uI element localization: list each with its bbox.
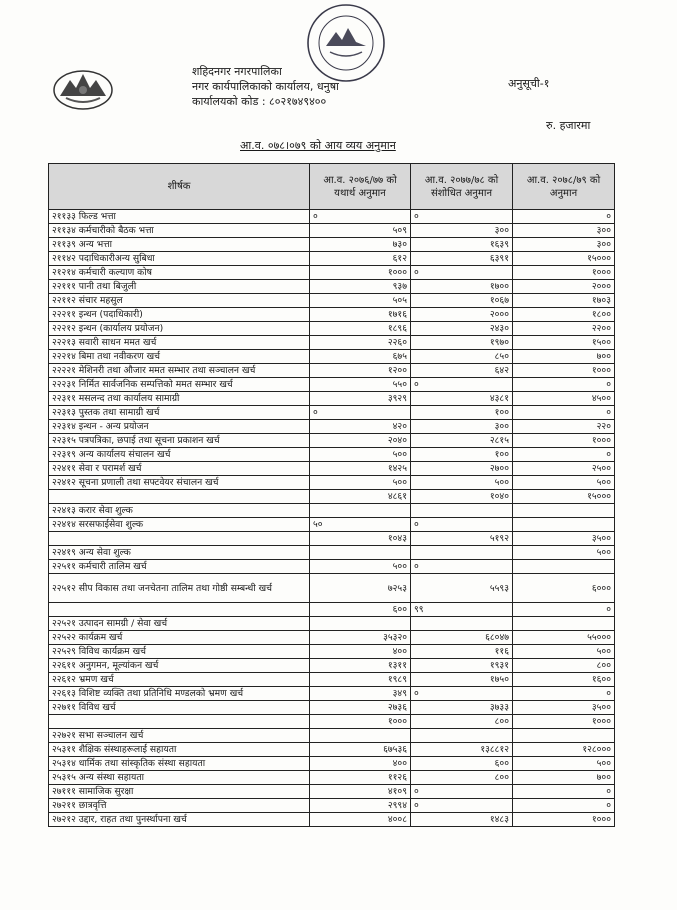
estimate-value: २२० — [513, 420, 615, 434]
header-actual-2076-77: आ.व. २०७६/७७ को यथार्थ अनुमान — [310, 164, 411, 210]
actual-value: ५०५ — [310, 294, 411, 308]
table-row — [49, 743, 615, 757]
row-title: २२६११ अनुगमन, मूल्यांकन खर्च — [49, 659, 310, 673]
revised-value: ० — [411, 518, 513, 532]
row-title: २२४१३ करार सेवा शुल्क — [49, 504, 310, 518]
revised-value: ० — [411, 210, 513, 224]
estimate-value: २००० — [513, 280, 615, 294]
estimate-value: १००० — [513, 364, 615, 378]
table-row — [49, 757, 615, 771]
revised-value: १०० — [411, 448, 513, 462]
table-row — [49, 308, 615, 322]
actual-value: ६०० — [310, 603, 411, 617]
document-title: आ.व. ०७८।०७९ को आय व्यय अनुमान — [240, 139, 396, 152]
revised-value: ५०० — [411, 476, 513, 490]
estimate-value: ० — [513, 785, 615, 799]
estimate-value: १८०० — [513, 308, 615, 322]
estimate-value — [513, 617, 615, 631]
table-row — [49, 322, 615, 336]
actual-value: ७३० — [310, 238, 411, 252]
revised-value: ३०० — [411, 224, 513, 238]
row-title: २२२३१ निर्मित सार्वजनिक सम्पत्तिको ममत सम्भार खर्च — [49, 378, 310, 392]
municipality-name: शहिदनगर नगरपालिका — [192, 65, 282, 78]
table-row — [49, 280, 615, 294]
table-row — [49, 364, 615, 378]
currency-unit: रु. हजारमा — [546, 119, 591, 132]
table-row — [49, 336, 615, 350]
revised-value: १७५० — [411, 673, 513, 687]
estimate-value: ८०० — [513, 659, 615, 673]
row-title: २२४१४ सरसफाईसेवा शुल्क — [49, 518, 310, 532]
actual-value: १००० — [310, 266, 411, 280]
actual-value: ३४९ — [310, 687, 411, 701]
row-title: २५३१५ अन्य संस्था सहायता — [49, 771, 310, 785]
table-row — [49, 448, 615, 462]
estimate-value: १००० — [513, 266, 615, 280]
estimate-value — [513, 504, 615, 518]
row-title: २२२२१ मेशिनरी तथा औजार ममत सम्भार तथा सञ्चालन खर्च — [49, 364, 310, 378]
table-row — [49, 378, 615, 392]
estimate-value: ६००० — [513, 574, 615, 603]
estimate-value — [513, 518, 615, 532]
row-title: २२६१३ विशिष्ट व्यक्ति तथा प्रतिनिधि मण्डलको भ्रमण खर्च — [49, 687, 310, 701]
revised-value: २४३० — [411, 322, 513, 336]
annex-label: अनुसूची-१ — [508, 77, 550, 90]
actual-value: ६१२ — [310, 252, 411, 266]
revised-value — [411, 546, 513, 560]
estimate-value: ५०० — [513, 645, 615, 659]
table-row — [49, 799, 615, 813]
actual-value: १९८९ — [310, 673, 411, 687]
revised-value: ३०० — [411, 420, 513, 434]
office-name: नगर कार्यपालिकाको कार्यालय, धनुषा — [192, 80, 339, 93]
actual-value: ४०० — [310, 757, 411, 771]
table-row — [49, 224, 615, 238]
header-title: शीर्षक — [49, 164, 310, 210]
revised-value — [411, 729, 513, 743]
table-row — [49, 813, 615, 827]
estimate-value: १२८००० — [513, 743, 615, 757]
row-title: २७१११ सामाजिक सुरक्षा — [49, 785, 310, 799]
estimate-value: ० — [513, 210, 615, 224]
estimate-value: १५००० — [513, 490, 615, 504]
estimate-value: ० — [513, 687, 615, 701]
actual-value: ३५३२० — [310, 631, 411, 645]
revised-value: १६३९ — [411, 238, 513, 252]
table-row — [49, 406, 615, 420]
row-title: २११४२ पदाधिकारीअन्य सुबिधा — [49, 252, 310, 266]
table-row — [49, 518, 615, 532]
table-row — [49, 546, 615, 560]
actual-value: ५०० — [310, 560, 411, 574]
table-row — [49, 631, 615, 645]
row-title: २२२१२ इन्धन (कार्यालय प्रयोजन) — [49, 322, 310, 336]
row-title: २२५१२ सीप विकास तथा जनचेतना तालिम तथा गोष्ठी सम्बन्धी खर्च — [49, 574, 310, 603]
revised-value: ८०० — [411, 715, 513, 729]
actual-value: २०४० — [310, 434, 411, 448]
actual-value: ० — [310, 406, 411, 420]
row-title: २७२१२ उद्दार, राहत तथा पुनर्स्थापना खर्च — [49, 813, 310, 827]
office-header — [192, 64, 492, 109]
actual-value: १००० — [310, 715, 411, 729]
table-row — [49, 659, 615, 673]
actual-value: ० — [310, 210, 411, 224]
table-row — [49, 350, 615, 364]
table-row — [49, 266, 615, 280]
row-title: २२५२१ उत्पादन सामग्री / सेवा खर्च — [49, 617, 310, 631]
revised-value: १०० — [411, 406, 513, 420]
table-row — [49, 476, 615, 490]
row-title: २२५२९ विविध कार्यक्रम खर्च — [49, 645, 310, 659]
estimate-value: ३५०० — [513, 532, 615, 546]
revised-value: ५१९२ — [411, 532, 513, 546]
revised-value: ४३८१ — [411, 392, 513, 406]
table-row — [49, 574, 615, 603]
budget-table-body — [49, 210, 615, 827]
row-title: २२२११ इन्धन (पदाधिकारी) — [49, 308, 310, 322]
table-header-row — [49, 164, 615, 210]
revised-value: ६३९१ — [411, 252, 513, 266]
revised-value: ५५९३ — [411, 574, 513, 603]
table-row — [49, 392, 615, 406]
row-title: २२४११ सेवा र परामर्श खर्च — [49, 462, 310, 476]
estimate-value: १५००० — [513, 252, 615, 266]
revised-value: २७०० — [411, 462, 513, 476]
table-row — [49, 490, 615, 504]
actual-value: ३९२९ — [310, 392, 411, 406]
table-row — [49, 673, 615, 687]
revised-value: १०४० — [411, 490, 513, 504]
row-title: २२३१४ इन्धन - अन्य प्रयोजन — [49, 420, 310, 434]
revised-value: ० — [411, 799, 513, 813]
revised-value: १३८८१२ — [411, 743, 513, 757]
revised-value: २००० — [411, 308, 513, 322]
actual-value: ४२० — [310, 420, 411, 434]
revised-value: ३७३३ — [411, 701, 513, 715]
row-title: २२११२ संचार महसुल — [49, 294, 310, 308]
table-row — [49, 701, 615, 715]
table-row — [49, 532, 615, 546]
revised-value: ० — [411, 378, 513, 392]
estimate-value: ५०० — [513, 757, 615, 771]
actual-value — [310, 546, 411, 560]
row-title: २२१११ पानी तथा बिजुली — [49, 280, 310, 294]
header-revised-2077-78: आ.व. २०७७/७८ को संशोधित अनुमान — [411, 164, 513, 210]
row-title — [49, 603, 310, 617]
table-row — [49, 715, 615, 729]
actual-value: १०४३ — [310, 532, 411, 546]
estimate-value: ३०० — [513, 224, 615, 238]
estimate-value: ३५०० — [513, 701, 615, 715]
row-title: २२३११ मसलन्द तथा कार्यालय सामाग्री — [49, 392, 310, 406]
revised-value: ८५० — [411, 350, 513, 364]
actual-value: १४२५ — [310, 462, 411, 476]
row-title: २२६१२ भ्रमण खर्च — [49, 673, 310, 687]
table-row — [49, 504, 615, 518]
table-row — [49, 420, 615, 434]
actual-value — [310, 617, 411, 631]
row-title: २२३१५ पत्रपत्रिका, छपाई तथा सूचना प्रकाशन खर्च — [49, 434, 310, 448]
row-title: २२४१२ सूचना प्रणाली तथा सफ्टवेयर संचालन खर्च — [49, 476, 310, 490]
row-title: २५३१४ धार्मिक तथा सांस्कृतिक संस्था सहायता — [49, 757, 310, 771]
row-title — [49, 715, 310, 729]
estimate-value: ० — [513, 799, 615, 813]
revised-value: ० — [411, 560, 513, 574]
estimate-value: ० — [513, 378, 615, 392]
table-row — [49, 462, 615, 476]
estimate-value: ० — [513, 448, 615, 462]
estimate-value: ५५००० — [513, 631, 615, 645]
estimate-value — [513, 560, 615, 574]
actual-value: २७३६ — [310, 701, 411, 715]
estimate-value: ४५०० — [513, 392, 615, 406]
budget-table — [48, 163, 615, 827]
row-title: २२४१९ अन्य सेवा शुल्क — [49, 546, 310, 560]
revised-value: ६०० — [411, 757, 513, 771]
row-title: २११३३ फिल्ड भत्ता — [49, 210, 310, 224]
revised-value: १९३१ — [411, 659, 513, 673]
actual-value: ४८६१ — [310, 490, 411, 504]
estimate-value: ० — [513, 406, 615, 420]
row-title: २२७११ विविध खर्च — [49, 701, 310, 715]
actual-value: १८९६ — [310, 322, 411, 336]
table-row — [49, 434, 615, 448]
actual-value: ५५० — [310, 378, 411, 392]
revised-value: ६४२ — [411, 364, 513, 378]
row-title: २२५११ कर्मचारी तालिम खर्च — [49, 560, 310, 574]
actual-value: ५० — [310, 518, 411, 532]
table-row — [49, 729, 615, 743]
revised-value: १९७० — [411, 336, 513, 350]
table-row — [49, 645, 615, 659]
actual-value: ५०० — [310, 476, 411, 490]
row-title — [49, 490, 310, 504]
actual-value: २२६० — [310, 336, 411, 350]
estimate-value — [513, 729, 615, 743]
actual-value — [310, 729, 411, 743]
revised-value: १०६७ — [411, 294, 513, 308]
revised-value: ० — [411, 785, 513, 799]
revised-value: १७०० — [411, 280, 513, 294]
row-title: २११३९ अन्य भत्ता — [49, 238, 310, 252]
row-title — [49, 532, 310, 546]
revised-value: २८१५ — [411, 434, 513, 448]
table-row — [49, 252, 615, 266]
table-row — [49, 785, 615, 799]
revised-value: ६८०४७ — [411, 631, 513, 645]
estimate-value: १००० — [513, 813, 615, 827]
office-code: कार्यालयको कोड : ८०२१७४९४०० — [192, 95, 327, 108]
estimate-value: १७०३ — [513, 294, 615, 308]
revised-value — [411, 504, 513, 518]
table-row — [49, 771, 615, 785]
actual-value: २९९४ — [310, 799, 411, 813]
estimate-value: ३०० — [513, 238, 615, 252]
revised-value: ० — [411, 687, 513, 701]
row-title: २५३११ शैक्षिक संस्थाहरूलाई सहायता — [49, 743, 310, 757]
actual-value: ५०० — [310, 448, 411, 462]
revised-value: १४८३ — [411, 813, 513, 827]
estimate-value: ५०० — [513, 476, 615, 490]
row-title: २२२१३ सवारी साधन ममत खर्च — [49, 336, 310, 350]
estimate-value: २५०० — [513, 462, 615, 476]
estimate-value: ० — [513, 603, 615, 617]
estimate-value: १५०० — [513, 336, 615, 350]
table-row — [49, 687, 615, 701]
estimate-value: ५०० — [513, 546, 615, 560]
table-row — [49, 603, 615, 617]
estimate-value: २२०० — [513, 322, 615, 336]
header-estimate-2078-79: आ.व. २०७८/७९ को अनुमान — [513, 164, 615, 210]
table-row — [49, 210, 615, 224]
actual-value: ७२५३ — [310, 574, 411, 603]
table-row — [49, 238, 615, 252]
revised-value: ० — [411, 266, 513, 280]
revised-value — [411, 617, 513, 631]
row-title: २२७२१ सभा सञ्चालन खर्च — [49, 729, 310, 743]
estimate-value: १६०० — [513, 673, 615, 687]
row-title: २२३१९ अन्य कार्यालय संचालन खर्च — [49, 448, 310, 462]
actual-value: १७१६ — [310, 308, 411, 322]
row-title: २२३१३ पुस्तक तथा सामाग्री खर्च — [49, 406, 310, 420]
table-row — [49, 560, 615, 574]
actual-value: ९३७ — [310, 280, 411, 294]
table-row — [49, 617, 615, 631]
estimate-value: १००० — [513, 715, 615, 729]
revised-value: ११६ — [411, 645, 513, 659]
row-title: २११३४ कर्मचारीको बैठक भत्ता — [49, 224, 310, 238]
row-title: २१२१४ कर्मचारी कल्याण कोष — [49, 266, 310, 280]
actual-value — [310, 504, 411, 518]
actual-value: १३११ — [310, 659, 411, 673]
estimate-value: ७०० — [513, 771, 615, 785]
actual-value: १२०० — [310, 364, 411, 378]
actual-value: ६७५ — [310, 350, 411, 364]
estimate-value: ७०० — [513, 350, 615, 364]
revised-value: ८०० — [411, 771, 513, 785]
actual-value: ४१०९ — [310, 785, 411, 799]
actual-value: ६७५३६ — [310, 743, 411, 757]
nepal-emblem-icon — [52, 66, 114, 110]
actual-value: ४०० — [310, 645, 411, 659]
row-title: २२२१४ बिमा तथा नवीकरण खर्च — [49, 350, 310, 364]
actual-value: ५०९ — [310, 224, 411, 238]
estimate-value: १००० — [513, 434, 615, 448]
row-title: २७२११ छात्रवृत्ति — [49, 799, 310, 813]
row-title: २२५२२ कार्यक्रम खर्च — [49, 631, 310, 645]
actual-value: ४००८ — [310, 813, 411, 827]
revised-value: ९९ — [411, 603, 513, 617]
table-row — [49, 294, 615, 308]
actual-value: ११२६ — [310, 771, 411, 785]
